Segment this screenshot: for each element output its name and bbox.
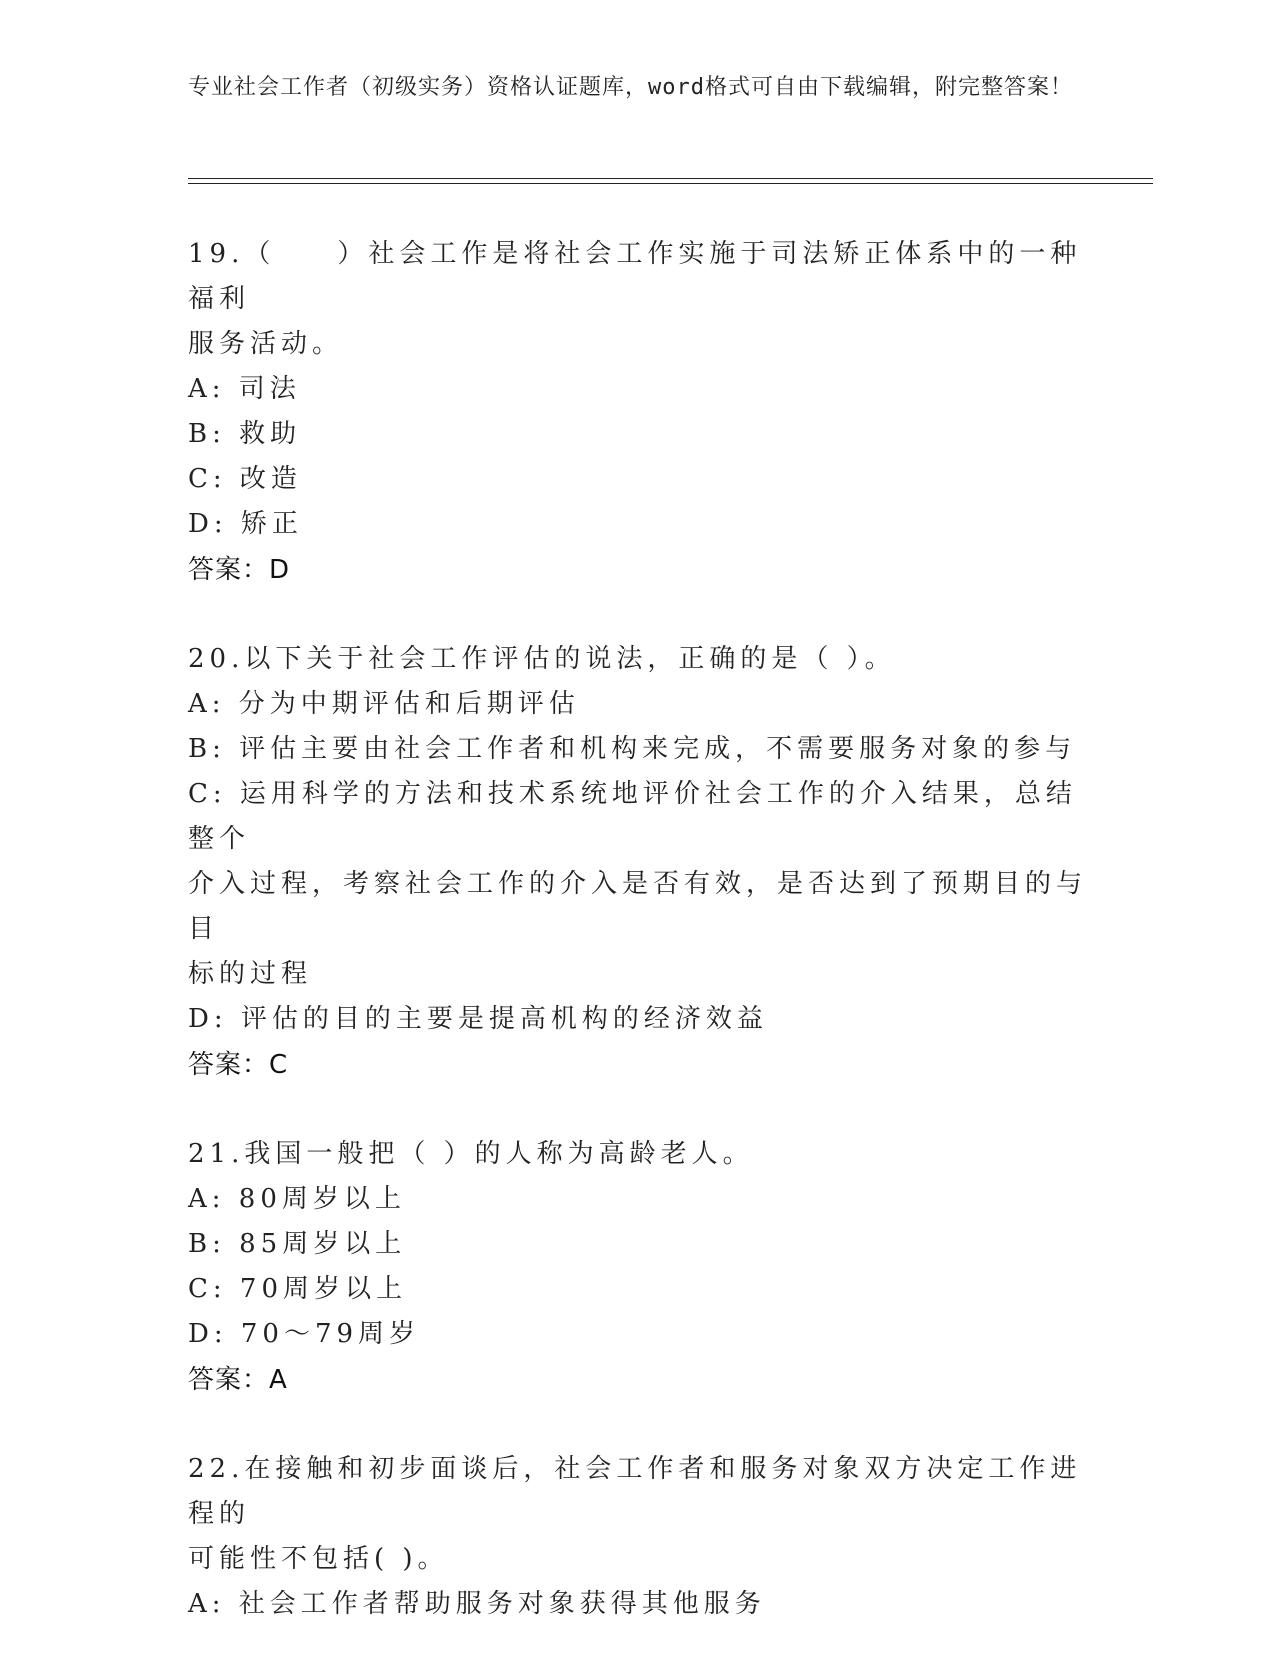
option-line: C: 改造 <box>188 464 302 494</box>
option-line: D: 评估的目的主要是提高机构的经济效益 <box>188 1004 768 1034</box>
answer-line: 答案：A <box>188 1365 288 1395</box>
option-line: 标的过程 <box>188 959 313 989</box>
option-line: D: 矫正 <box>188 509 303 539</box>
option-line: D: 70～79周岁 <box>188 1319 421 1349</box>
answer-line: 答案：D <box>188 555 291 585</box>
header-divider-top <box>188 178 1153 179</box>
header-divider-bottom <box>188 183 1153 184</box>
question-stem-line: 22.在接触和初步面谈后，社会工作者和服务对象双方决定工作进程的 <box>188 1454 1082 1529</box>
question-block <box>188 1447 1088 1627</box>
question-block <box>188 232 1088 593</box>
option-line: B: 评估主要由社会工作者和机构来完成，不需要服务对象的参与 <box>188 734 1077 764</box>
question-block <box>188 637 1088 1088</box>
option-line: A: 80周岁以上 <box>188 1184 406 1214</box>
document-header <box>188 72 1088 103</box>
question-stem-line: 21.我国一般把（ ）的人称为高龄老人。 <box>188 1139 754 1169</box>
question-block <box>188 1132 1088 1403</box>
question-stem-line: 19.（ ）社会工作是将社会工作实施于司法矫正体系中的一种福利 <box>188 239 1082 314</box>
answer-line: 答案：C <box>188 1050 289 1080</box>
option-line: C: 70周岁以上 <box>188 1274 408 1304</box>
option-line: C: 运用科学的方法和技术系统地评价社会工作的介入结果，总结整个 <box>188 779 1077 854</box>
option-line: 介入过程，考察社会工作的介入是否有效，是否达到了预期目的与目 <box>188 869 1088 944</box>
question-list <box>188 232 1088 1671</box>
question-stem-line: 20.以下关于社会工作评估的说法，正确的是（ ）。 <box>188 644 896 674</box>
option-line: A: 社会工作者帮助服务对象获得其他服务 <box>188 1589 766 1619</box>
question-stem-line: 可能性不包括( )。 <box>188 1544 449 1574</box>
header-text: 专业社会工作者（初级实务）资格认证题库，word格式可自由下载编辑，附完整答案！ <box>188 75 1073 100</box>
option-line: B: 救助 <box>188 419 302 449</box>
question-stem-line: 服务活动。 <box>188 329 344 359</box>
option-line: A: 司法 <box>188 374 301 404</box>
option-line: B: 85周岁以上 <box>188 1229 407 1259</box>
option-line: A: 分为中期评估和后期评估 <box>188 689 580 719</box>
